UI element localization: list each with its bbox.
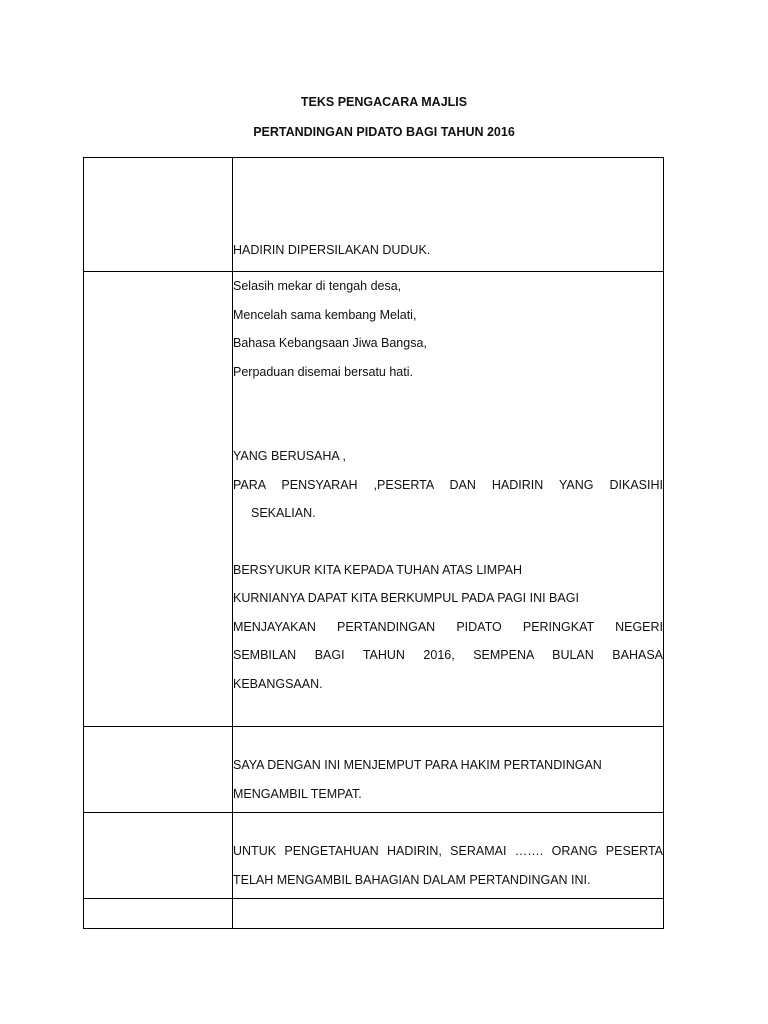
- script-line: HADIRIN DIPERSILAKAN DUDUK.: [233, 243, 431, 257]
- table-row: [84, 899, 664, 929]
- pantun-line: Selasih mekar di tengah desa,: [233, 279, 402, 293]
- cue-cell: [84, 813, 233, 899]
- paragraph-line: KEBANGSAAN.: [233, 676, 323, 691]
- document-title: TEKS PENGACARA MAJLIS: [300, 95, 468, 109]
- script-line: TELAH MENGAMBIL BAHAGIAN DALAM PERTANDINGAN INI.: [233, 872, 591, 887]
- pantun-line: Bahasa Kebangsaan Jiwa Bangsa,: [233, 336, 427, 350]
- script-line: SAYA DENGAN INI MENJEMPUT PARA HAKIM PERTANDINGAN: [233, 758, 602, 772]
- paragraph-line: MENJAYAKAN PERTANDINGAN PIDATO PERINGKAT NEGERI: [233, 619, 663, 634]
- table-row: [84, 813, 664, 899]
- script-cell: [233, 813, 664, 899]
- emcee-script-table: [83, 157, 664, 929]
- script-cell: [233, 272, 664, 727]
- greeting-line: SEKALIAN.: [251, 506, 316, 520]
- paragraph-line: KURNIANYA DAPAT KITA BERKUMPUL PADA PAGI INI BAGI: [233, 591, 579, 605]
- cue-cell: [84, 158, 233, 272]
- table-row: [84, 272, 664, 727]
- paragraph-line: SEMBILAN BAGI TAHUN 2016, SEMPENA BULAN BAHASA: [233, 648, 663, 662]
- script-cell: [233, 158, 664, 272]
- script-line: MENGAMBIL TEMPAT.: [233, 786, 362, 801]
- cue-cell: [84, 727, 233, 813]
- greeting-line: YANG BERUSAHA ,: [233, 449, 346, 463]
- pantun-line: Mencelah sama kembang Melati,: [233, 307, 417, 322]
- script-cell: [233, 727, 664, 813]
- cue-cell: [84, 272, 233, 727]
- table-row: [84, 727, 664, 813]
- paragraph-line: BERSYUKUR KITA KEPADA TUHAN ATAS LIMPAH: [233, 562, 522, 577]
- script-line: UNTUK PENGETAHUAN HADIRIN, SERAMAI ……. ORANG PESERTA: [233, 844, 663, 858]
- pantun-line: Perpaduan disemai bersatu hati.: [233, 364, 413, 379]
- table-row: [84, 158, 664, 272]
- cue-cell: [84, 899, 233, 929]
- document-subtitle: PERTANDINGAN PIDATO BAGI TAHUN 2016: [253, 125, 515, 139]
- greeting-line: PARA PENSYARAH ,PESERTA DAN HADIRIN YANG DIKASIHI: [233, 477, 663, 492]
- script-cell: [233, 899, 664, 929]
